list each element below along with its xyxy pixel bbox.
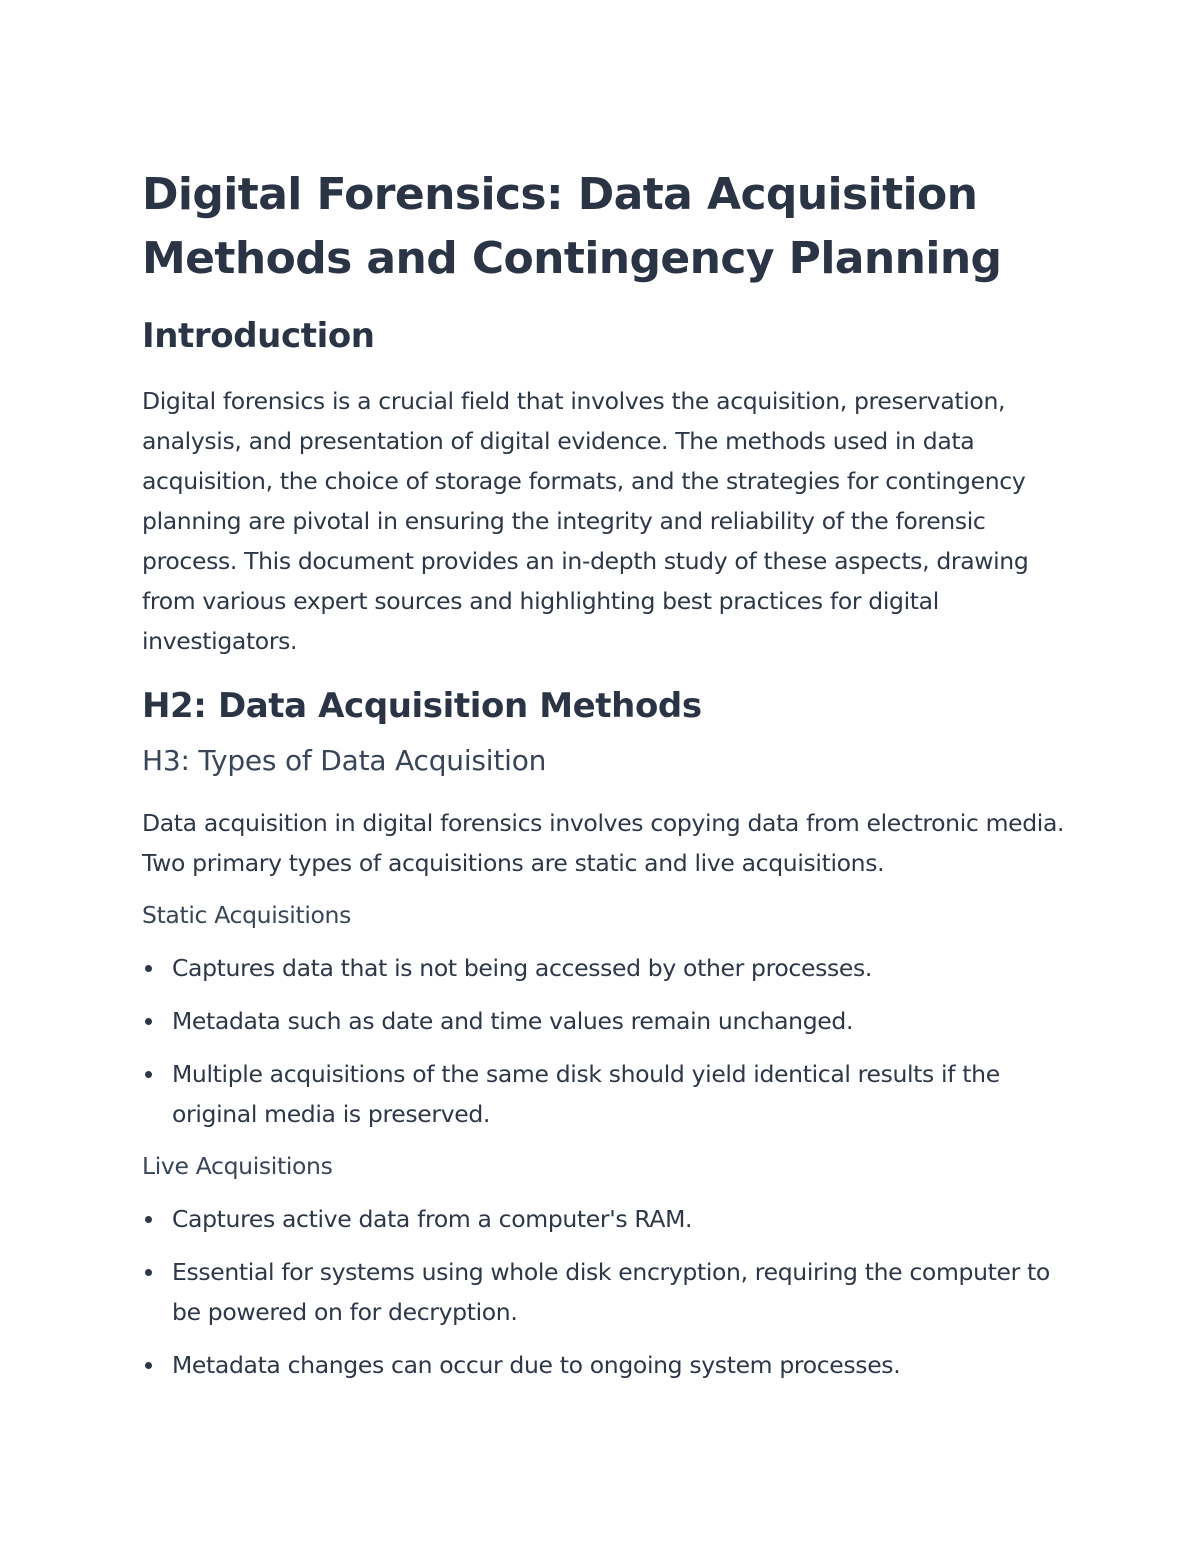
- list-item: [142, 1345, 1072, 1385]
- types-paragraph: Data acquisition in digital forensics involves copying data from electronic media. Two primary types of acquisitions are static and live acquisitions.: [142, 809, 1065, 877]
- list-item-text: Essential for systems using whole disk encryption, requiring the computer to be powered on for decryption.: [172, 1258, 1050, 1326]
- list-item: [142, 948, 1072, 988]
- bullet-icon: [145, 1216, 152, 1223]
- list-item-text: Multiple acquisitions of the same disk should yield identical results if the original media is preserved.: [172, 1060, 1000, 1128]
- list-item-text: Captures data that is not being accessed by other processes.: [172, 954, 873, 982]
- subsection-heading-types-of-data-acquisition: H3: Types of Data Acquisition: [142, 744, 547, 777]
- bullet-icon: [145, 1362, 152, 1369]
- live-acquisitions-heading: Live Acquisitions: [142, 1152, 333, 1180]
- section-heading-data-acquisition-methods: H2: Data Acquisition Methods: [142, 686, 702, 726]
- list-item-text: Captures active data from a computer's RAM.: [172, 1205, 693, 1233]
- live-acquisitions-list: [142, 1199, 1072, 1385]
- bullet-icon: [145, 1071, 152, 1078]
- intro-paragraph: Digital forensics is a crucial field that involves the acquisition, preservation, analysis, and presentation of digital evidence. The methods used in data acquisition, the choice of storage formats, and the strategies for contingency planning are pivotal in ensuring the integrity and reliability of the forensic process. This document provides an in-depth study of these aspects, drawing from various expert sources and highlighting best practices for digital investigators.: [142, 387, 1029, 655]
- section-heading-introduction: Introduction: [142, 316, 375, 356]
- static-acquisitions-heading: Static Acquisitions: [142, 901, 351, 929]
- bullet-icon: [145, 1269, 152, 1276]
- document-title: Digital Forensics: Data Acquisition Methods and Contingency Planning: [142, 169, 1002, 284]
- document-page: [142, 163, 1072, 1385]
- bullet-icon: [145, 1018, 152, 1025]
- list-item-text: Metadata changes can occur due to ongoing system processes.: [172, 1351, 901, 1379]
- bullet-icon: [145, 965, 152, 972]
- list-item: [142, 1199, 1072, 1239]
- list-item: [142, 1252, 1072, 1332]
- list-item: [142, 1054, 1072, 1134]
- list-item: [142, 1001, 1072, 1041]
- list-item-text: Metadata such as date and time values remain unchanged.: [172, 1007, 854, 1035]
- static-acquisitions-list: [142, 948, 1072, 1134]
